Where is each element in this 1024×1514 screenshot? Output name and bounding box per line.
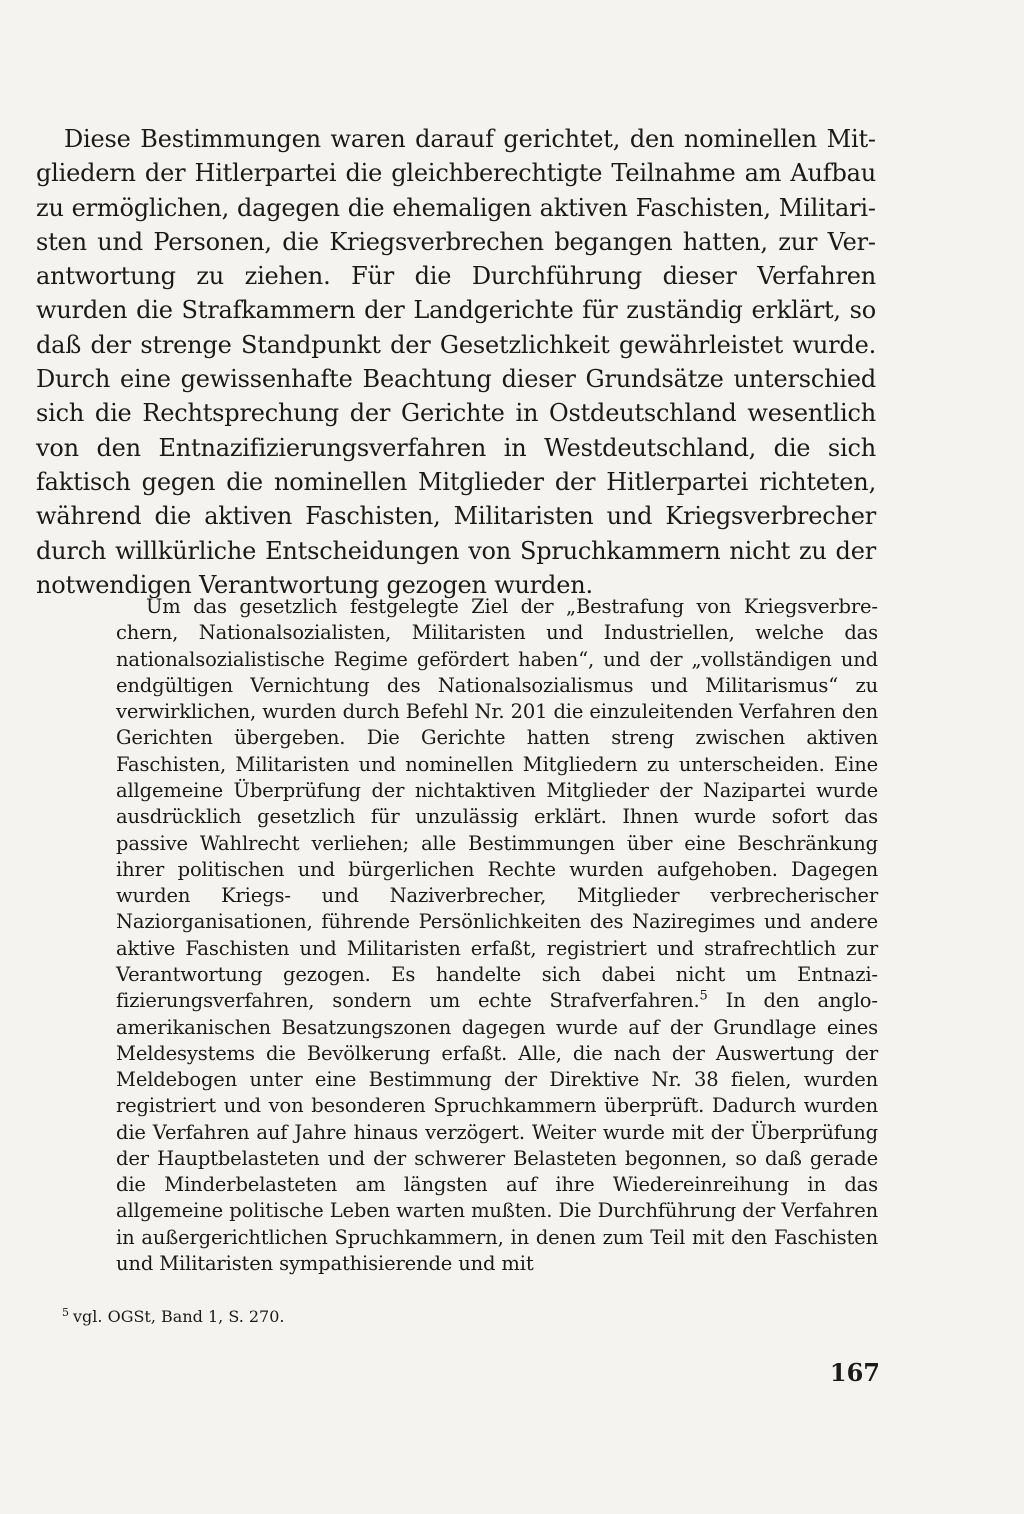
small-print-paragraph — [116, 594, 878, 1277]
main-paragraph: Diese Bestimmungen waren darauf gerichtet, den nominellen Mitgliedern der Hitlerpartei die gleichberechtigte Teilnahme am Aufbau zu ermöglichen, dagegen die ehemaligen aktiven Faschisten, Militaristen und Personen, die Kriegsverbrechen begangen hatten, zur Verantwortung zu ziehen. Für die Durchführung dieser Verfahren wurden die Strafkammern der Landgerichte für zuständig erklärt, so daß der strenge Standpunkt der Gesetzlichkeit gewährleistet wurde. Durch eine gewissenhafte Beachtung dieser Grundsätze unterschied sich die Rechtsprechung der Gerichte in Ostdeutschland wesentlich von den Entnazifizierungsverfahren in Westdeutschland, die sich faktisch gegen die nominellen Mitglieder der Hitlerpartei richteten, während die aktiven Faschisten, Militaristen und Kriegsverbrecher durch willkürliche Entscheidungen von Spruchkammern nicht zu der notwendigen Verantwortung gezogen wurden. — [36, 125, 876, 599]
page-number: 167 — [829, 1358, 880, 1387]
footnote — [62, 1307, 562, 1327]
small-paragraph-part1: Um das gesetzlich festgelegte Ziel der „Bestrafung von Kriegsverbrechern, Nationalsozialisten, Militaristen und Industriellen, welche das nationalsozialistische Regime gefördert haben“, und der „vollständigen und endgültigen Vernichtung des Nationalsozialismus und Militarismus“ zu verwirklichen, wurden durch Befehl Nr. 201 die einzuleitenden Verfahren den Gerichten übergeben. Die Gerichte hatten streng zwischen aktiven Faschisten, Militaristen und nominellen Mitgliedern zu unterscheiden. Eine allgemeine Überprüfung der nichtaktiven Mitglieder der Nazipartei wurde ausdrücklich gesetzlich für unzulässig erklärt. Ihnen wurde sofort das passive Wahlrecht verliehen; alle Bestimmungen über eine Beschränkung ihrer politischen und bürgerlichen Rechte wurden aufgehoben. Dagegen wurden Kriegs- und Naziverbrecher, Mitglieder verbrecherischer Naziorganisationen, führende Persönlichkeiten des Naziregimes und andere aktive Faschisten und Militaristen erfaßt, registriert und strafrechtlich zur Verantwortung gezogen. Es handelte sich dabei nicht um Entnazifizierungsverfahren, sondern um echte Strafverfahren. — [116, 595, 878, 1013]
footnote-text: vgl. OGSt, Band 1, S. 270. — [73, 1307, 285, 1326]
small-paragraph-part2: In den angloamerikanischen Besatzungszonen dagegen wurde auf der Grundlage eines Meldesystems die Bevölkerung erfaßt. Alle, die nach der Auswertung der Meldebogen unter eine Bestimmung der Direktive Nr. 38 fielen, wurden registriert und von besonderen Spruchkammern überprüft. Dadurch wurden die Verfahren auf Jahre hinaus verzögert. Weiter wurde mit der Überprüfung der Hauptbelasteten und der schwerer Belasteten begonnen, so daß gerade die Minderbelasteten am längsten auf ihre Wiedereinreihung in das allgemeine politische Leben warten mußten. Die Durchführung der Verfahren in außergerichtlichen Spruchkammern, in denen zum Teil mit den Faschisten und Militaristen sympathisierende und mit — [116, 989, 878, 1276]
footnote-mark: 5 — [62, 1305, 69, 1319]
footnote-reference: 5 — [699, 988, 708, 1004]
